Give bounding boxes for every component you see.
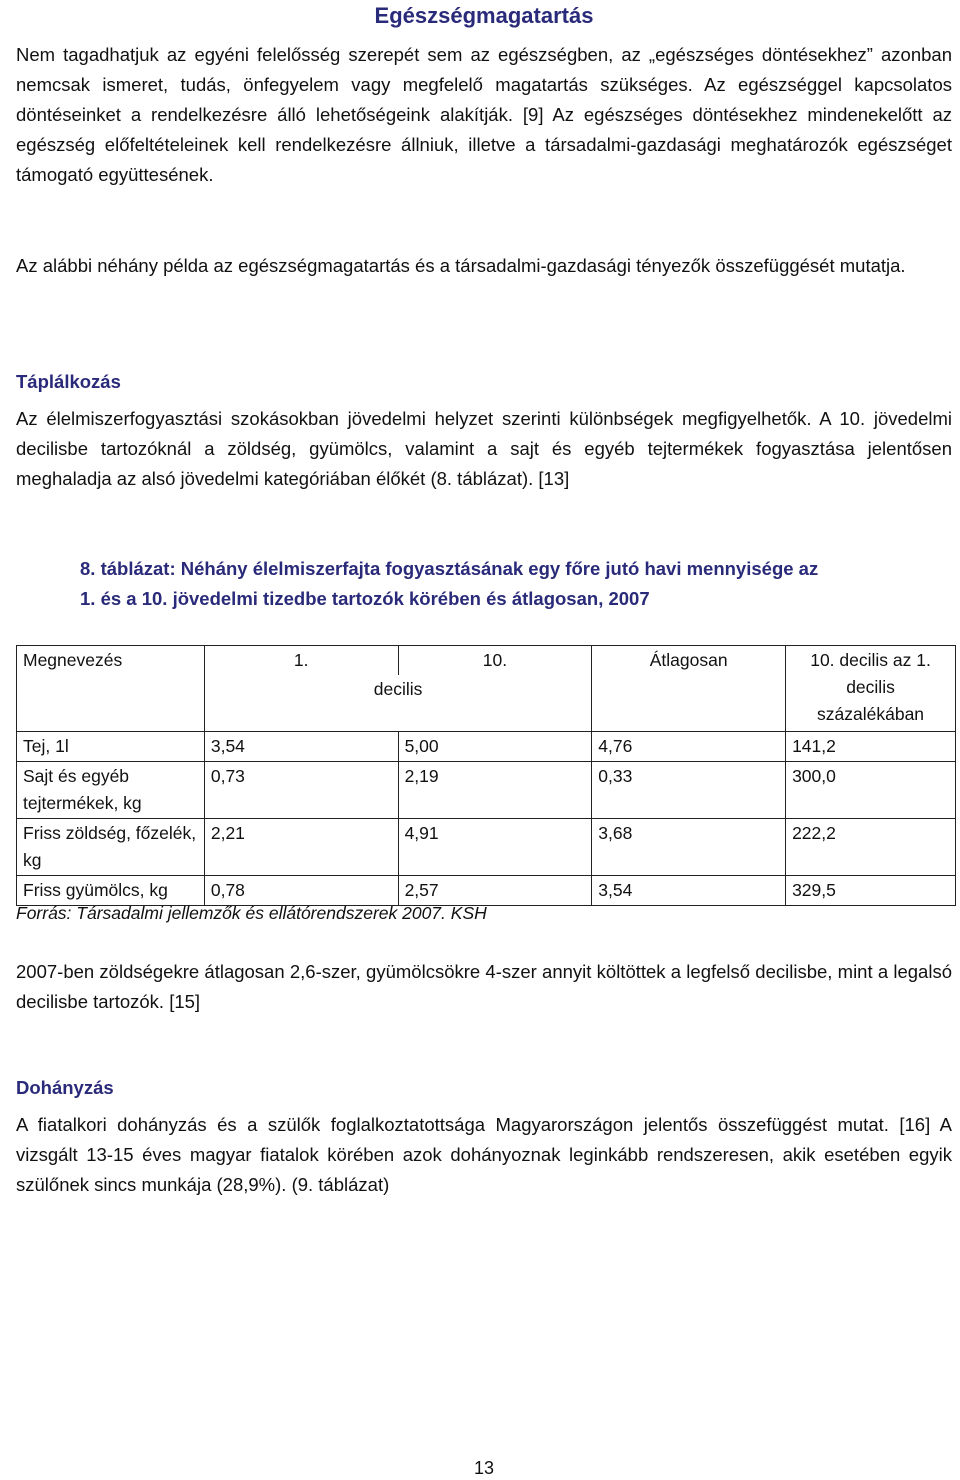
row-d1: 3,54 bbox=[204, 732, 398, 762]
row-name: Friss gyümölcs, kg bbox=[17, 876, 205, 906]
table-header-row bbox=[17, 646, 956, 676]
row-pct: 141,2 bbox=[786, 732, 956, 762]
nutrition-heading: Táplálkozás bbox=[16, 371, 121, 392]
header-percent-line-1: 10. decilis az 1. bbox=[810, 650, 931, 670]
header-decile-10: 10. bbox=[398, 646, 592, 676]
header-average: Átlagosan bbox=[592, 646, 786, 732]
smoking-heading: Dohányzás bbox=[16, 1077, 114, 1098]
after-table-paragraph: 2007-ben zöldségekre átlagosan 2,6-szer, gyümölcsökre 4-szer annyit költöttek a legfelső decilisbe, mint a legalsó decilisbe tartozók. [15] bbox=[16, 961, 952, 1012]
intro-paragraph: Nem tagadhatjuk az egyéni felelősség szerepét sem az egészségben, az „egészséges döntésekhez” azonban nemcsak ismeret, tudás, önfegyelem vagy megfelelő magatartás szükséges. Az egészséggel kapcsolatos döntéseinket a rendelkezésre álló lehetőségeink alakítják. [9] Az egészséges döntésekhez mindenekelőtt az egészség előfeltételeinek kell rendelkezésre állniuk, illetve a társadalmi-gazdasági meghatározók egészséget támogató együttesének. bbox=[16, 44, 952, 185]
row-name: Friss zöldség, főzelék, kg bbox=[17, 819, 205, 876]
row-name: Sajt és egyéb tejtermékek, kg bbox=[17, 762, 205, 819]
header-decile-label: decilis bbox=[204, 675, 591, 732]
header-percent bbox=[786, 646, 956, 732]
row-name: Tej, 1l bbox=[17, 732, 205, 762]
header-percent-line-2: decilis bbox=[846, 677, 895, 697]
table-row bbox=[17, 732, 956, 762]
row-avg: 3,54 bbox=[592, 876, 786, 906]
table-source: Forrás: Társadalmi jellemzők és ellátórendszerek 2007. KSH bbox=[16, 903, 487, 923]
table-caption-line-2: 1. és a 10. jövedelmi tizedbe tartozók körében és átlagosan, 2007 bbox=[80, 588, 650, 609]
row-pct: 300,0 bbox=[786, 762, 956, 819]
table-row bbox=[17, 762, 956, 819]
row-d1: 2,21 bbox=[204, 819, 398, 876]
table-caption-line-1: 8. táblázat: Néhány élelmiszerfajta fogyasztásának egy főre jutó havi mennyisége az bbox=[80, 558, 819, 579]
row-d10: 4,91 bbox=[398, 819, 592, 876]
consumption-table bbox=[16, 645, 956, 906]
row-d10: 2,19 bbox=[398, 762, 592, 819]
smoking-paragraph: A fiatalkori dohányzás és a szülők foglalkoztatottsága Magyarországon jelentős összefüggést mutat. [16] A vizsgált 13-15 éves magyar fiatalok körében azok dohányoznak leginkább rendszeresen, akik esetében egyik szülőnek sincs munkája (28,9%). (9. táblázat) bbox=[16, 1114, 952, 1195]
header-name: Megnevezés bbox=[17, 646, 205, 732]
nutrition-paragraph: Az élelmiszerfogyasztási szokásokban jövedelmi helyzet szerinti különbségek megfigyelhetők. A 10. jövedelmi decilisbe tartozóknál a zöldség, gyümölcs, valamint a sajt és egyéb tejtermékek fogyasztása jelentősen meghaladja az alsó jövedelmi kategóriában élőkét (8. táblázat). [13] bbox=[16, 408, 952, 489]
row-d1: 0,78 bbox=[204, 876, 398, 906]
row-avg: 4,76 bbox=[592, 732, 786, 762]
row-pct: 329,5 bbox=[786, 876, 956, 906]
row-pct: 222,2 bbox=[786, 819, 956, 876]
row-avg: 3,68 bbox=[592, 819, 786, 876]
row-avg: 0,33 bbox=[592, 762, 786, 819]
intro-paragraph-2: Az alábbi néhány példa az egészségmagatartás és a társadalmi-gazdasági tényezők összefüggését mutatja. bbox=[16, 255, 906, 276]
page-number: 13 bbox=[473, 1458, 495, 1478]
header-decile-1: 1. bbox=[204, 646, 398, 676]
page-title: Egészségmagatartás bbox=[374, 3, 594, 28]
table-caption bbox=[80, 554, 960, 614]
row-d10: 2,57 bbox=[398, 876, 592, 906]
header-percent-line-3: százalékában bbox=[817, 704, 925, 724]
row-d10: 5,00 bbox=[398, 732, 592, 762]
row-d1: 0,73 bbox=[204, 762, 398, 819]
table-row bbox=[17, 819, 956, 876]
